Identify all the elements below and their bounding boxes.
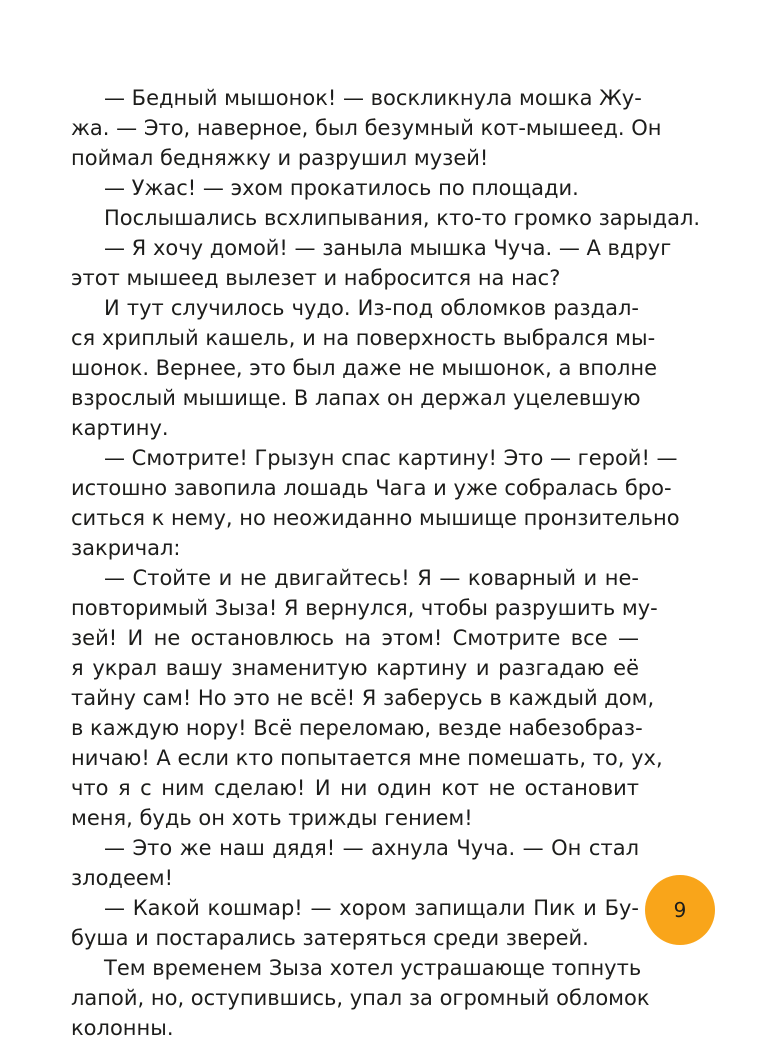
text-line: жа. — Это, наверное, был безумный кот-мышеед. Он	[71, 116, 662, 140]
text-line: — Какой кошмар! — хором запищали Пик и Бу-	[104, 896, 639, 920]
text-line: лапой, но, оступившись, упал за огромный обломок	[71, 986, 650, 1010]
text-line: истошно завопила лошадь Чага и уже собралась бро-	[71, 476, 672, 500]
text-line: Послышались всхлипывания, кто-то громко зарыдал.	[104, 206, 701, 230]
text-line: буша и постарались затеряться среди зверей.	[71, 926, 589, 950]
text-line: шонок. Вернее, это был даже не мышонок, а вполне	[71, 356, 658, 380]
text-line: — Ужас! — эхом прокатилось по площади.	[104, 176, 579, 200]
text-line: я украл вашу знаменитую картину и разгадаю её	[71, 656, 639, 680]
text-line: повторимый Зыза! Я вернулся, чтобы разрушить му-	[71, 596, 658, 620]
text-line: поймал бедняжку и разрушил музей!	[71, 146, 489, 170]
text-line: ничаю! А если кто попытается мне помешать, то, ух,	[71, 746, 663, 770]
text-line: меня, будь он хоть трижды гением!	[71, 806, 473, 830]
text-line: — Бедный мышонок! — воскликнула мошка Жу-	[104, 86, 642, 110]
text-line: этот мышеед вылезет и набросится на нас?	[71, 266, 561, 290]
text-line: взрослый мышище. В лапах он держал уцелевшую	[71, 386, 641, 410]
text-line: в каждую нору! Всё переломаю, везде набезобраз-	[71, 716, 643, 740]
text-line: ся хриплый кашель, и на поверхность выбрался мы-	[71, 326, 656, 350]
text-line: — Я хочу домой! — заныла мышка Чуча. — А вдруг	[104, 236, 672, 260]
text-line: колонны.	[71, 1016, 174, 1040]
text-line: зей! И не остановлюсь на этом! Смотрите все —	[71, 626, 639, 650]
text-line: И тут случилось чудо. Из-под обломков раздал-	[104, 296, 639, 320]
text-line: — Смотрите! Грызун спас картину! Это — герой! —	[104, 446, 678, 470]
text-line: закричал:	[71, 536, 181, 560]
text-line: тайну сам! Но это не всё! Я заберусь в каждый дом,	[71, 686, 655, 710]
text-line: Тем временем Зыза хотел устрашающе топнуть	[104, 956, 642, 980]
text-line: — Это же наш дядя! — ахнула Чуча. — Он стал	[104, 836, 639, 860]
text-line: — Стойте и не двигайтесь! Я — коварный и не-	[104, 566, 639, 590]
body-text	[71, 83, 701, 1043]
text-line: злодеем!	[71, 866, 174, 890]
text-line: ситься к нему, но неожиданно мышище пронзительно	[71, 506, 680, 530]
text-line: картину.	[71, 416, 169, 440]
text-line: что я с ним сделаю! И ни один кот не остановит	[71, 776, 639, 800]
page-number-badge: 9	[645, 875, 715, 945]
